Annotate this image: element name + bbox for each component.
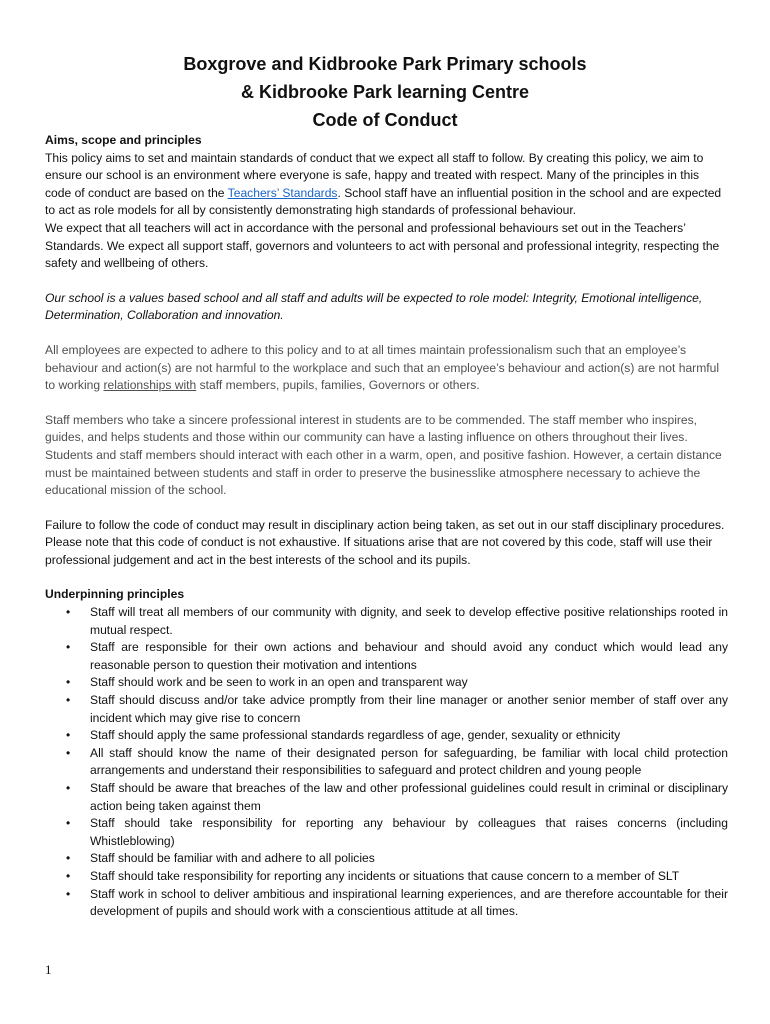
employees-paragraph (45, 342, 728, 395)
bullet-icon: • (66, 675, 71, 690)
principles-list (45, 604, 728, 921)
list-item (45, 745, 728, 780)
bullet-icon: • (66, 886, 71, 901)
list-item (45, 727, 728, 745)
list-item (45, 886, 728, 921)
list-item-text: Staff will treat all members of our community with dignity, and seek to develop effective positive relationships rooted in mutual respect. (90, 605, 728, 637)
list-item-text: Staff should take responsibility for reporting any behaviour by colleagues that raises concerns (including Whistleblowing) (90, 816, 728, 848)
document-body (45, 132, 728, 921)
bullet-icon: • (66, 605, 71, 620)
list-item-text: Staff should be aware that breaches of the law and other professional guidelines could result in criminal or disciplinary action being taken against them (90, 781, 728, 813)
document-title (0, 50, 770, 134)
list-item-text: Staff should take responsibility for reporting any incidents or situations that cause concern to a member of SLT (90, 868, 680, 883)
list-item-text: Staff should apply the same professional standards regardless of age, gender, sexuality or ethnicity (90, 728, 621, 743)
list-item (45, 692, 728, 727)
title-line-2: & Kidbrooke Park learning Centre (240, 82, 530, 102)
aims-paragraph-2: We expect that all teachers will act in accordance with the personal and professional behaviours set out in the Teachers’ Standards. We expect all support staff, governors and volunteers to act with personal and professional integrity, respecting the safety and wellbeing of others. (45, 220, 720, 271)
list-item-text: Staff should discuss and/or take advice promptly from their line manager or another senior member of staff over any incident which may give rise to concern (90, 693, 728, 725)
list-item (45, 639, 728, 674)
bullet-icon: • (66, 781, 71, 795)
list-item (45, 868, 728, 886)
list-item (45, 604, 728, 639)
teachers-standards-link[interactable]: Teachers’ Standards (227, 185, 338, 200)
bullet-icon: • (66, 640, 71, 655)
values-statement: Our school is a values based school and all staff and adults will be expected to role model: Integrity, Emotional intelligence, Determination, Collaboration and innovation. (45, 290, 703, 323)
list-item-text: All staff should know the name of their designated person for safeguarding, be familiar with local child protection arrangements and understand their responsibilities to safeguard and protect children and young people (90, 745, 728, 778)
bullet-icon: • (66, 745, 71, 760)
bullet-icon: • (66, 816, 71, 831)
bullet-icon: • (66, 728, 71, 743)
list-item-text: Staff should be familiar with and adhere to all policies (90, 851, 375, 866)
underpinning-heading: Underpinning principles (45, 587, 185, 602)
employees-text-a: All employees are expected to adhere to this policy and to at all times maintain professionalism such that an employee’s behaviour and action(s) are not harmful to the workplace and such that an employee’s behaviour and action(s) are not harmful to working (45, 342, 720, 393)
title-line-1: Boxgrove and Kidbrooke Park Primary schools (183, 54, 587, 74)
bullet-icon: • (66, 693, 71, 708)
staff-members-paragraph: Staff members who take a sincere professional interest in students are to be commended. The staff member who inspires, guides, and helps students and those within our community can have a lasting influence on others throughout their lives. Students and staff members should interact with each other in a warm, open, and positive fashion. However, a certain distance must be maintained between students and staff in order to preserve the businesslike atmosphere necessary to achieve the educational mission of the school. (45, 412, 722, 498)
list-item-text: Staff should work and be seen to work in an open and transparent way (90, 675, 468, 690)
aims-heading: Aims, scope and principles (45, 133, 202, 147)
page-number: 1 (45, 962, 52, 977)
title-line-3: Code of Conduct (312, 110, 458, 130)
list-item-text: Staff are responsible for their own actions and behaviour and should avoid any conduct which would lead any reasonable person to question their motivation and intentions (90, 640, 728, 672)
aims-paragraph-1 (45, 150, 728, 220)
employees-underlined-text: relationships with (103, 378, 197, 393)
list-item (45, 780, 728, 815)
list-item (45, 815, 728, 850)
list-item-text: Staff work in school to deliver ambitious and inspirational learning experiences, and are therefore accountable for their development of pupils and should work with a conscientious attitude at all times. (90, 886, 728, 919)
employees-text-b: staff members, pupils, families, Governors or others. (196, 378, 480, 393)
failure-paragraph: Failure to follow the code of conduct may result in disciplinary action being taken, as set out in our staff disciplinary procedures. Please note that this code of conduct is not exhaustive. If situations arise that are not covered by this code, staff will use their professional judgement and act in the best interests of the school and its pupils. (45, 517, 725, 567)
aims-p1-text-a: This policy aims to set and maintain standards of conduct that we expect all staff to follow. By creating this policy, we aim to ensure our school is an environment where everyone is safe, happy and treated with respect. Many of the principles in this code of conduct are based on the (45, 150, 704, 200)
list-item (45, 674, 728, 692)
aims-p1-text-b: . School staff have an influential position in the school and are expected to act as role models for all by consistently demonstrating high standards of professional behaviour. (45, 185, 722, 218)
bullet-icon: • (66, 868, 71, 883)
list-item (45, 850, 728, 868)
bullet-icon: • (66, 851, 71, 866)
